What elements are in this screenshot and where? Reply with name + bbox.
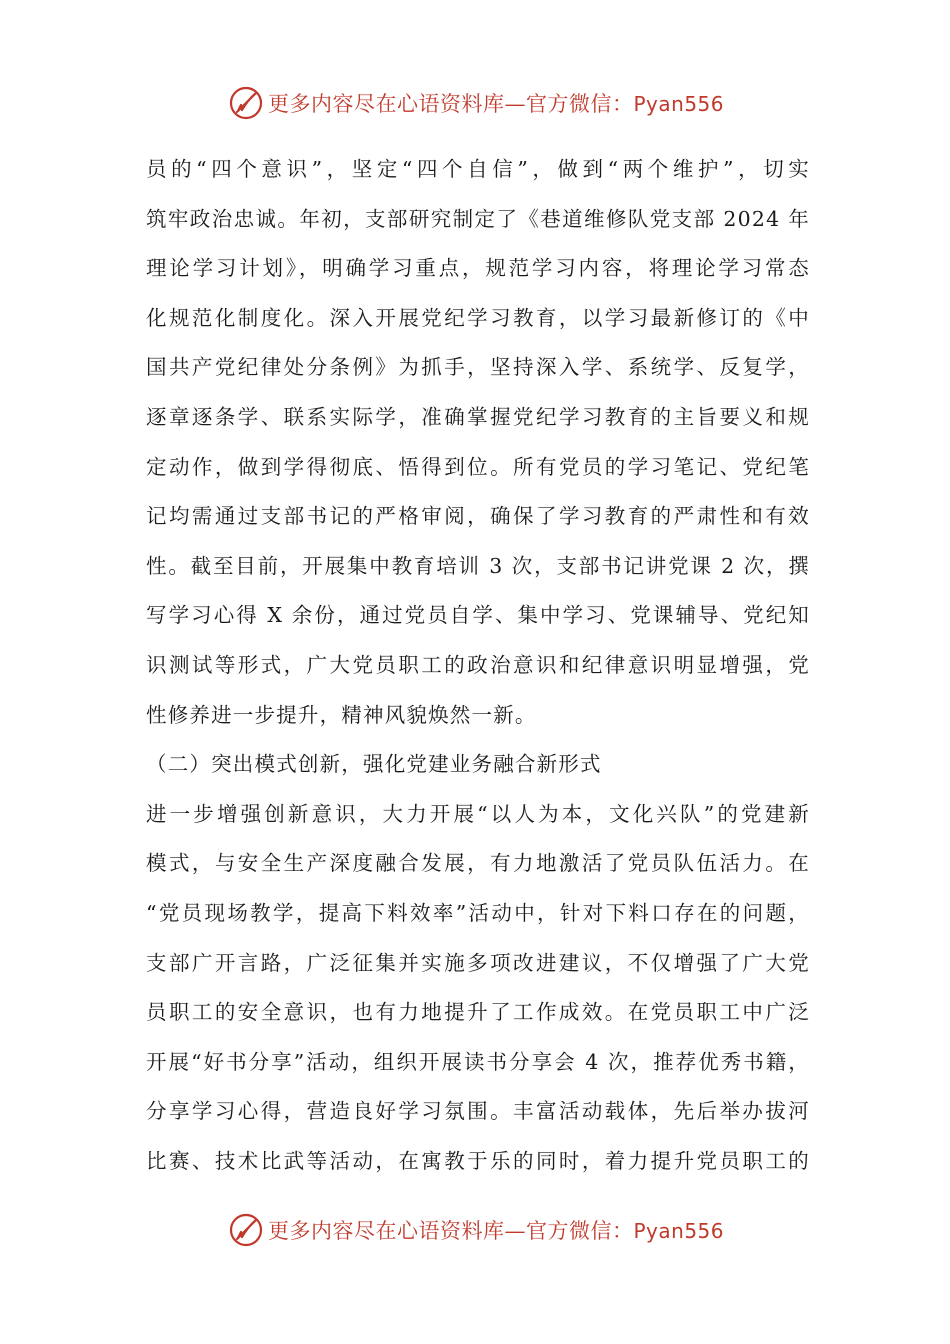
quill-logo-icon bbox=[228, 1212, 264, 1248]
quill-logo-icon bbox=[228, 85, 264, 121]
footer-banner bbox=[228, 1210, 748, 1250]
header-banner-cn: 更多内容尽在心语资料库—官方微信： bbox=[268, 92, 634, 116]
text-line: 逐章逐条学、联系实际学，准确掌握党纪学习教育的主旨要义和规 bbox=[146, 404, 810, 429]
text-line: 支部广开言路，广泛征集并实施多项改进建议，不仅增强了广大党 bbox=[146, 950, 810, 975]
text-line: 性。截至目前，开展集中教育培训 3 次，支部书记讲党课 2 次，撰 bbox=[146, 553, 810, 578]
footer-banner-id: Pyan556 bbox=[633, 1219, 725, 1243]
text-line: 筑牢政治忠诚。年初，支部研究制定了《巷道维修队党支部 2024 年 bbox=[146, 206, 810, 231]
text-line: 比赛、技术比武等活动，在寓教于乐的同时，着力提升党员职工的 bbox=[146, 1148, 810, 1173]
text-line: 理论学习计划》，明确学习重点，规范学习内容，将理论学习常态 bbox=[146, 256, 810, 281]
document-body bbox=[146, 145, 810, 1186]
text-line: 写学习心得 X 余份，通过党员自学、集中学习、党课辅导、党纪知 bbox=[146, 603, 810, 628]
text-line: 员的“四个意识”，坚定“四个自信”，做到“两个维护”，切实 bbox=[146, 157, 810, 181]
text-line: 分享学习心得，营造良好学习氛围。丰富活动载体，先后举办拔河 bbox=[146, 1099, 810, 1124]
footer-banner-cn: 更多内容尽在心语资料库—官方微信： bbox=[268, 1219, 634, 1243]
footer-banner-text bbox=[268, 1215, 724, 1245]
text-line: 开展“好书分享”活动，组织开展读书分享会 4 次，推荐优秀书籍， bbox=[146, 1049, 810, 1074]
text-line: 模式，与安全生产深度融合发展，有力地激活了党员队伍活力。在 bbox=[146, 851, 810, 876]
header-banner bbox=[228, 83, 748, 123]
section-heading: （二）突出模式创新，强化党建业务融合新形式 bbox=[146, 752, 602, 777]
header-banner-id: Pyan556 bbox=[633, 92, 725, 116]
text-line: 员职工的安全意识，也有力地提升了工作成效。在党员职工中广泛 bbox=[146, 1000, 810, 1025]
header-banner-text bbox=[268, 88, 724, 118]
text-line: 记均需通过支部书记的严格审阅，确保了学习教育的严肃性和有效 bbox=[146, 504, 810, 529]
text-line: 识测试等形式，广大党员职工的政治意识和纪律意识明显增强，党 bbox=[146, 652, 810, 677]
text-line: 化规范化制度化。深入开展党纪学习教育，以学习最新修订的《中 bbox=[146, 305, 810, 330]
text-line: 定动作，做到学得彻底、悟得到位。所有党员的学习笔记、党纪笔 bbox=[146, 454, 810, 479]
text-line: “党员现场教学，提高下料效率”活动中，针对下料口存在的问题， bbox=[146, 900, 810, 925]
text-line: 性修养进一步提升，精神风貌焕然一新。 bbox=[146, 702, 537, 727]
text-line: 国共产党纪律处分条例》为抓手，坚持深入学、系统学、反复学， bbox=[146, 355, 810, 380]
text-line: 进一步增强创新意识，大力开展“以人为本，文化兴队”的党建新 bbox=[146, 801, 810, 826]
